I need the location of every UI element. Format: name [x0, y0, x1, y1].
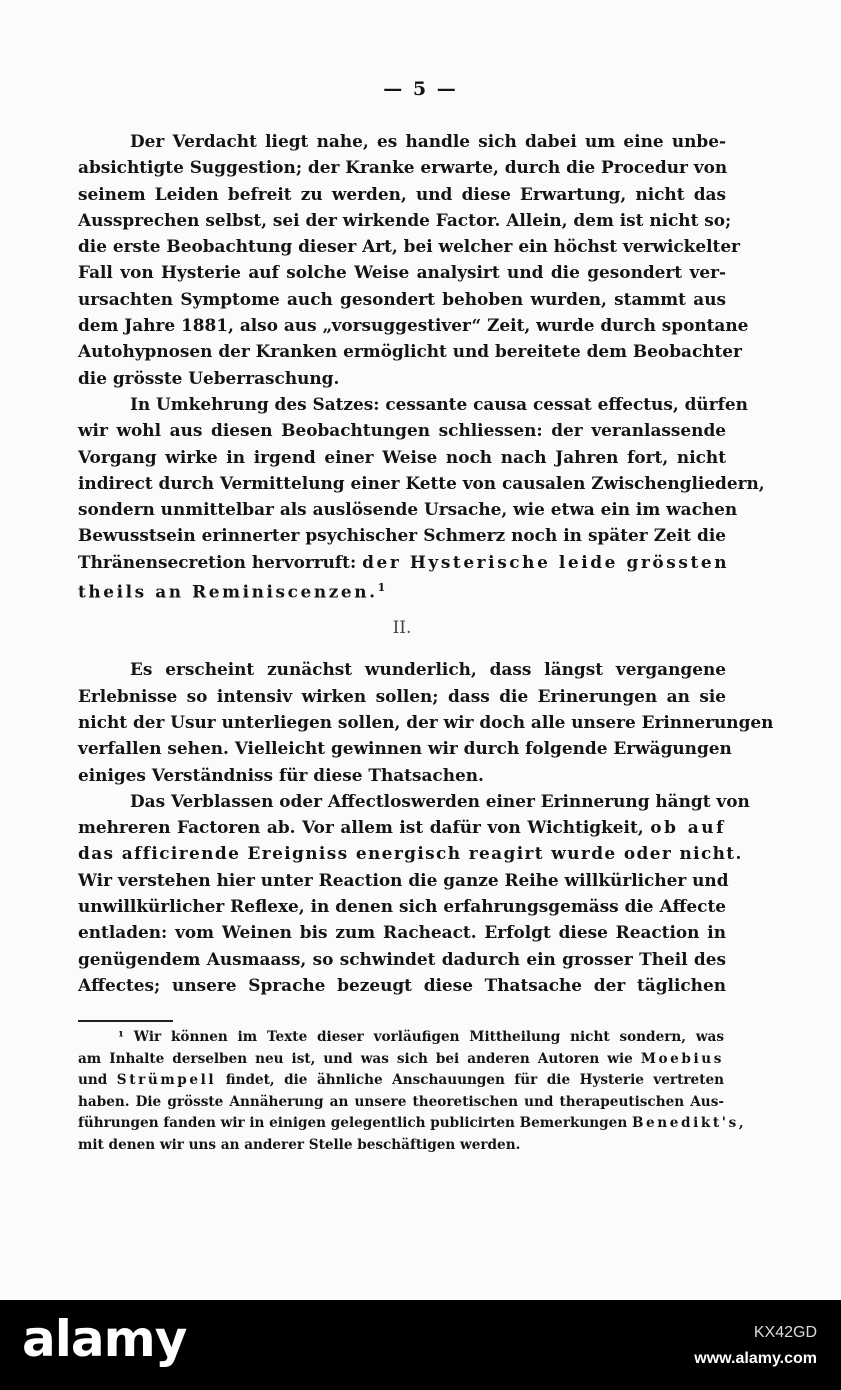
text-line: sondern unmittelbar als auslösende Ursache, wie etwa ein im wachen — [78, 499, 738, 520]
text-line: Bewusstsein erinnerter psychischer Schmerz noch in später Zeit die — [78, 525, 726, 546]
footnote-marker: 1 — [377, 581, 386, 595]
text-line: Vorgang wirke in irgend einer Weise noch nach Jahren fort, nicht — [78, 446, 726, 467]
text-line: In Umkehrung des Satzes: cessante causa cessat effectus, dürfen — [130, 393, 748, 414]
main-text — [78, 128, 774, 998]
text-line: Aussprechen selbst, sei der wirkende Factor. Allein, dem ist nicht so; — [78, 209, 732, 230]
emphasized-text: ob auf — [650, 817, 726, 838]
footnote-line: haben. Die grösste Annäherung an unsere theoretischen und therapeutischen Aus- — [78, 1093, 724, 1110]
footnote-divider — [78, 1020, 173, 1022]
text-line — [78, 575, 726, 601]
emphasized-text: theils an Reminiscenzen. — [78, 581, 378, 602]
text-line: Der Verdacht liegt nahe, es handle sich dabei um eine unbe- — [130, 131, 726, 151]
text-line: die erste Beobachtung dieser Art, bei welcher ein höchst verwickelter — [78, 236, 740, 257]
site-url: www.alamy.com — [694, 1350, 817, 1367]
text-line: indirect durch Vermittelung einer Kette von causalen Zwischengliedern, — [78, 472, 765, 493]
watermark-bar — [0, 1300, 841, 1390]
paragraph-4 — [78, 788, 750, 998]
text-line: Fall von Hysterie auf solche Weise analysirt und die gesondert ver- — [78, 262, 726, 283]
text-line: Wir verstehen hier unter Reaction die ganze Reihe willkürlicher und — [78, 869, 729, 890]
alamy-logo: alamy — [22, 1310, 187, 1368]
text-line: absichtigte Suggestion; der Kranke erwarte, durch die Procedur von — [78, 157, 728, 178]
footnote-line — [78, 1070, 724, 1092]
text-segment: Thränensecretion hervorruft: — [78, 551, 357, 572]
image-id: KX42GD — [753, 1324, 817, 1341]
text-line: einiges Verständniss für diese Thatsachen. — [78, 764, 484, 785]
text-line: genügendem Ausmaass, so schwindet dadurch ein grosser Theil des — [78, 948, 726, 969]
author-name: Strümpell — [116, 1072, 217, 1088]
text-line: Affectes; unsere Sprache bezeugt diese Thatsache der täglichen — [78, 974, 726, 995]
author-name: Moebius — [640, 1050, 725, 1067]
text-line — [78, 549, 730, 575]
text-line: die grösste Ueberraschung. — [78, 367, 340, 388]
text-line: nicht der Usur unterliegen sollen, der wir doch alle unsere Erinnerungen — [78, 711, 774, 732]
paragraph-1 — [78, 128, 749, 391]
text-segment: führungen fanden wir in einigen gelegentlich publicirten Bemerkungen — [78, 1115, 628, 1131]
author-name: Benedikt's, — [631, 1115, 747, 1131]
footnote-line: mit denen wir uns an anderer Stelle beschäftigen werden. — [78, 1136, 521, 1153]
text-line: entladen: vom Weinen bis zum Racheact. Erfolgt diese Reaction in — [78, 922, 726, 943]
footnote-line — [78, 1049, 724, 1071]
text-line: wir wohl aus diesen Beobachtungen schliessen: der veranlassende — [78, 420, 726, 441]
text-segment: mehreren Factoren ab. Vor allem ist dafür von Wichtigkeit, — [78, 817, 644, 838]
emphasized-line: das afficirende Ereigniss energisch reagirt wurde oder nicht. — [78, 843, 743, 864]
page-number: — 5 — — [383, 78, 458, 100]
text-line: Es erscheint zunächst wunderlich, dass längst vergangene — [130, 659, 726, 680]
section-heading: II. — [392, 618, 412, 639]
text-line: Autohypnosen der Kranken ermöglicht und bereitete dem Beobachter — [78, 341, 742, 362]
text-line: dem Jahre 1881, also aus „vorsuggestiver“ Zeit, wurde durch spontane — [78, 315, 749, 336]
text-line: seinem Leiden befreit zu werden, und diese Erwartung, nicht das — [78, 183, 726, 204]
text-line: unwillkürlicher Reflexe, in denen sich erfahrungsgemäss die Affecte — [78, 896, 726, 917]
text-segment: und — [78, 1072, 108, 1088]
text-line: Das Verblassen oder Affectloswerden einer Erinnerung hängt von — [130, 790, 750, 811]
paragraph-2 — [78, 391, 765, 602]
footnote-line: ¹ Wir können im Texte dieser vorläufigen Mittheilung nicht sondern, was — [118, 1029, 724, 1045]
paragraph-3 — [78, 656, 774, 787]
text-segment: findet, die ähnliche Anschauungen für die Hysterie vertreten — [225, 1072, 724, 1088]
text-line — [78, 814, 726, 840]
text-segment: am Inhalte derselben neu ist, und was sich bei anderen Autoren wie — [78, 1050, 633, 1067]
emphasized-text: der Hysterische leide grössten — [362, 551, 730, 572]
text-line: Erlebnisse so intensiv wirken sollen; dass die Erinerungen an sie — [78, 685, 726, 706]
footnote-line — [78, 1113, 747, 1135]
footnote — [78, 1027, 747, 1156]
text-line: ursachten Symptome auch gesondert behoben wurden, stammt aus — [78, 288, 726, 309]
text-line: verfallen sehen. Vielleicht gewinnen wir durch folgende Erwägungen — [78, 738, 732, 759]
